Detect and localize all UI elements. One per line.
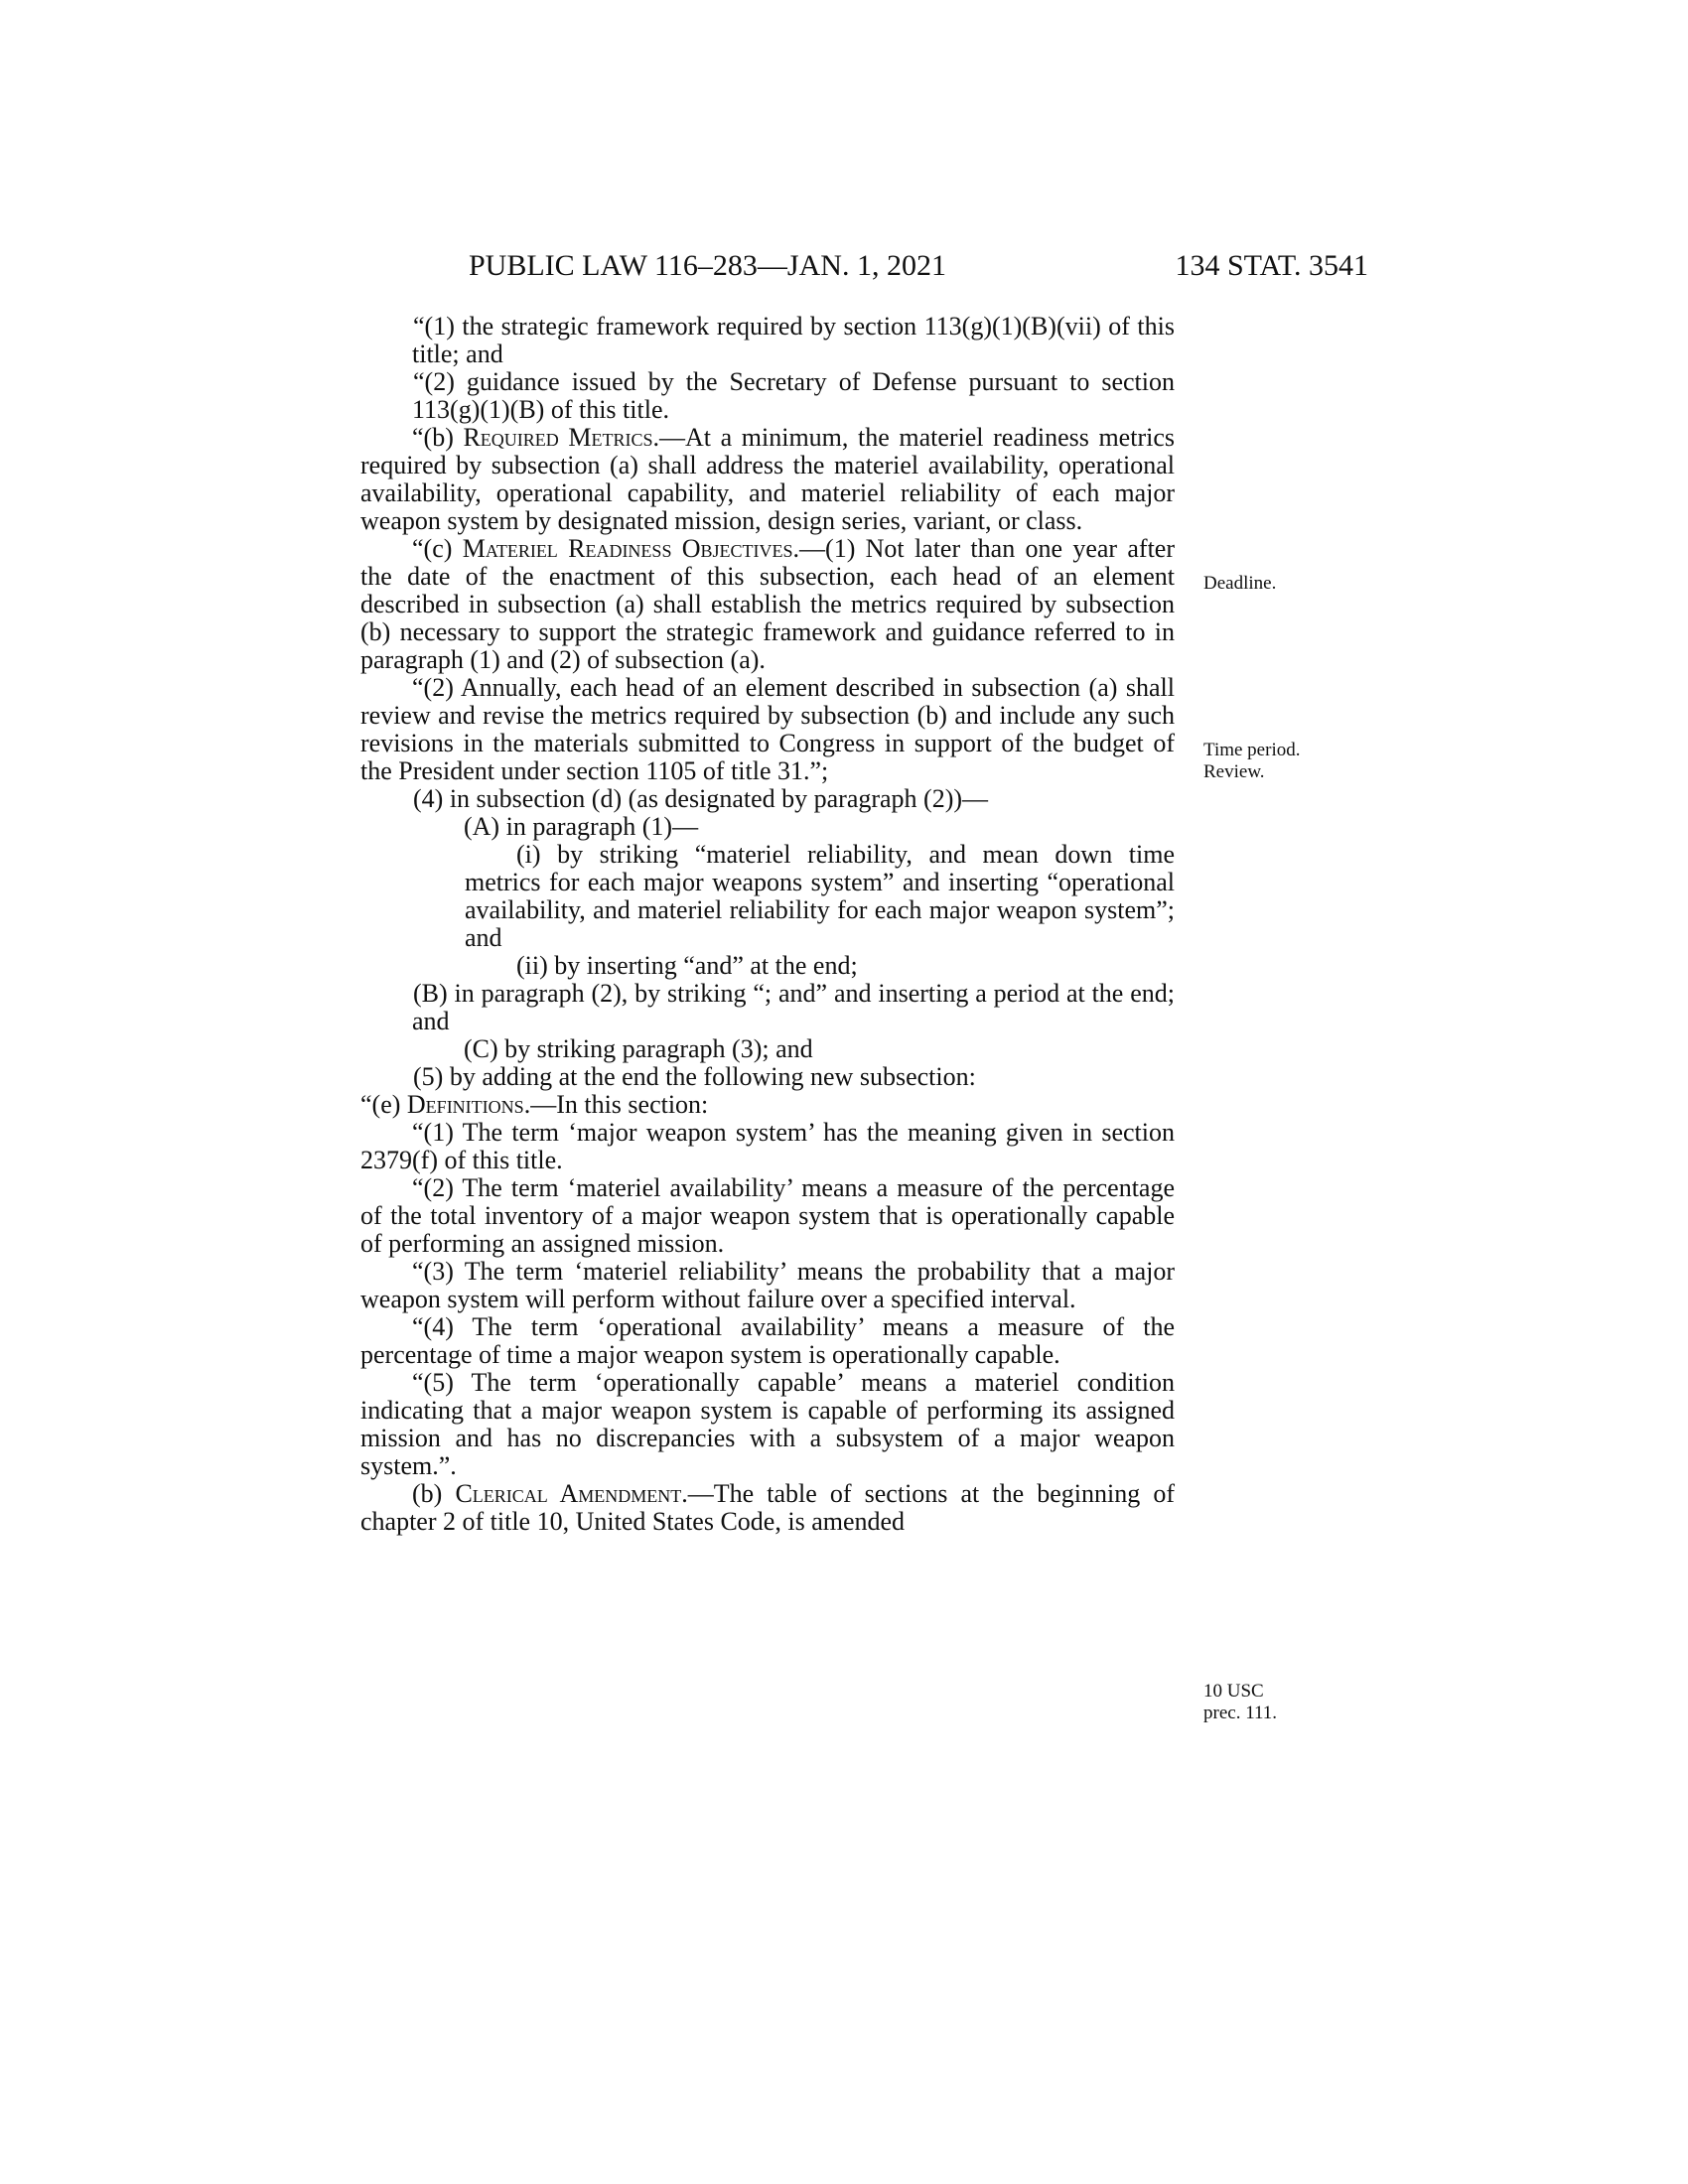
margin-note-usc [1203,1681,1277,1724]
public-law-title: PUBLIC LAW 116–283—JAN. 1, 2021 [469,249,946,282]
subsection-b-open: “(b) [412,423,464,452]
amendment-4Ai: (i) by striking “materiel reliability, and mean down time metrics for each major weapons system” and inserting “operational availability, and materiel reliability for each major weapon system”; and [465,840,1175,952]
definition-5: “(5) The term ‘operationally capable’ means a materiel condition indicating that a major weapon system is capable of performing its assigned mission and has no discrepancies with a subsystem of a major weapon system.”. [360,1368,1175,1480]
margin-note-usc-text: 10 USC [1203,1681,1264,1702]
margin-note-time-period [1203,740,1300,783]
margin-note-deadline-text: Deadline. [1203,573,1277,594]
subsection-b [360,424,1175,535]
subsection-c-text: .—(1) Not later than one year after the date of the enactment of this subsection, each head of an element described in subsection (a) shall establish the metrics required by subsection (b) necessary to support the strategic framework and guidance referred to in paragraph (1) and (2) of subsection (a). [360,534,1175,674]
statute-page-number: 134 STAT. 3541 [1175,249,1368,282]
subsection-c-open: “(c) [412,534,463,563]
clerical-amendment [360,1480,1175,1536]
subsection-b-heading: Required Metrics [463,423,653,452]
paragraph-a1: “(1) the strategic framework required by section 113(g)(1)(B)(vii) of this title; and [412,312,1175,368]
subsection-b-text: .—At a minimum, the materiel readiness metrics required by subsection (a) shall address the materiel availability, operational availability, operational capability, and materiel reliability of each major weapon system by designated mission, design series, variant, or class. [360,423,1175,535]
amendment-4Aii: (ii) by inserting “and” at the end; [516,951,858,980]
amendment-4A: (A) in paragraph (1)— [464,812,699,841]
subsection-c [360,535,1175,674]
margin-note-review-text: Review. [1203,761,1265,782]
subsection-e [360,1091,1175,1119]
statute-body [360,313,1175,1536]
subsection-e-text: .—In this section: [523,1090,709,1119]
definition-2: “(2) The term ‘materiel availability’ means a measure of the percentage of the total inventory of a major weapon system that is operationally capable of performing an assigned mission. [360,1173,1175,1258]
margin-note-time-period-text: Time period. [1203,740,1301,760]
amendment-5: (5) by adding at the end the following new subsection: [413,1062,976,1091]
definition-4: “(4) The term ‘operational availability’ means a measure of the percentage of time a major weapon system is operationally capable. [360,1312,1175,1369]
clerical-amendment-heading: Clerical Amendment [455,1479,682,1508]
paragraph-a2: “(2) guidance issued by the Secretary of Defense pursuant to section 113(g)(1)(B) of this title. [412,367,1175,424]
clerical-amendment-text: .—The table of sections at the beginning of chapter 2 of title 10, United States Code, is amended [360,1479,1176,1536]
amendment-4C: (C) by striking paragraph (3); and [464,1034,813,1063]
clerical-amendment-open: (b) [412,1479,456,1508]
definition-3: “(3) The term ‘materiel reliability’ means the probability that a major weapon system will perform without failure over a specified interval. [360,1257,1175,1313]
subsection-e-heading: Definitions [406,1090,524,1119]
amendment-4B: (B) in paragraph (2), by striking “; and” and inserting a period at the end; and [412,979,1175,1035]
definition-1: “(1) The term ‘major weapon system’ has the meaning given in section 2379(f) of this title. [360,1118,1175,1174]
subsection-c-heading: Materiel Readiness Objectives [462,534,793,563]
paragraph-c2: “(2) Annually, each head of an element described in subsection (a) shall review and revise the metrics required by subsection (b) and include any such revisions in the materials submitted to Congress in support of the budget of the President under section 1105 of title 31.”; [360,673,1175,785]
subsection-e-open: “(e) [360,1090,407,1119]
margin-note-prec-text: prec. 111. [1203,1703,1278,1723]
amendment-4: (4) in subsection (d) (as designated by paragraph (2))— [413,784,989,813]
page-header [357,246,1368,286]
margin-note-deadline [1203,573,1276,595]
